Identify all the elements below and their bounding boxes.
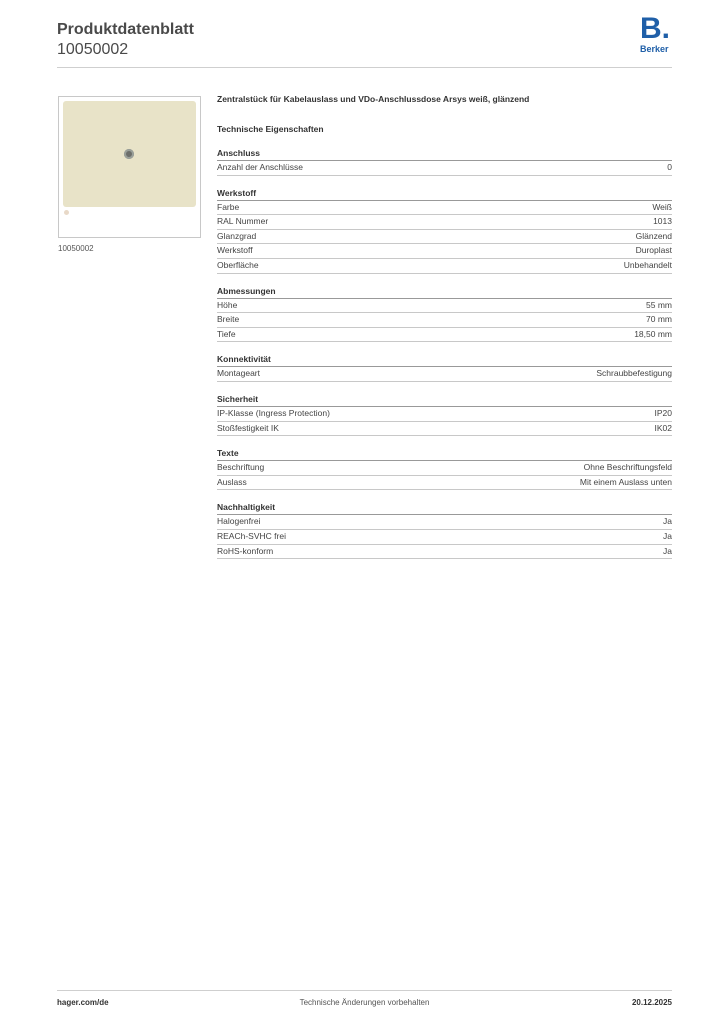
spec-group: [217, 147, 672, 176]
footer-divider: [57, 990, 672, 991]
spec-row: [217, 201, 672, 216]
cover-plate: [63, 101, 196, 207]
spec-value: Glänzend: [635, 230, 672, 241]
spec-row: [217, 367, 672, 382]
spec-group-title: Sicherheit: [217, 393, 672, 407]
spec-group: [217, 353, 672, 382]
spec-group-title: Abmessungen: [217, 285, 672, 299]
footer-disclaimer: Technische Änderungen vorbehalten: [299, 998, 430, 1007]
spec-row: [217, 259, 672, 274]
spec-row: [217, 230, 672, 245]
spec-value: 55 mm: [646, 299, 672, 310]
spec-group: [217, 285, 672, 343]
document-number: 10050002: [57, 41, 129, 58]
footer-date: 20.12.2025: [631, 998, 672, 1007]
spec-label: REACh-SVHC frei: [217, 530, 286, 541]
spec-row: [217, 515, 672, 530]
image-caption: 10050002: [58, 244, 94, 253]
spec-row: [217, 461, 672, 476]
logo-text: Berker: [640, 44, 669, 54]
spec-label: Stoßfestigkeit IK: [217, 422, 279, 433]
spec-value: Mit einem Auslass unten: [579, 476, 672, 487]
spec-row: [217, 215, 672, 230]
spec-label: Oberfläche: [217, 259, 259, 270]
spec-value: Schraubbefestigung: [596, 368, 672, 379]
spec-row: [217, 545, 672, 560]
spec-label: Werkstoff: [217, 245, 253, 256]
footer-website[interactable]: hager.com/de: [57, 998, 109, 1007]
spec-groups: [217, 147, 672, 559]
spec-value: Ja: [663, 530, 672, 541]
spec-label: Tiefe: [217, 328, 236, 339]
spec-label: RoHS-konform: [217, 545, 274, 556]
spec-value: Weiß: [652, 201, 672, 212]
spec-group: [217, 393, 672, 436]
spec-row: [217, 422, 672, 437]
page-footer: [57, 998, 672, 1010]
spec-row: [217, 161, 672, 176]
spec-label: Montageart: [217, 368, 260, 379]
spec-group: [217, 187, 672, 274]
spec-value: IP20: [654, 407, 672, 418]
spec-value: 18,50 mm: [634, 328, 672, 339]
specifications: [217, 92, 672, 559]
spec-label: Glanzgrad: [217, 230, 257, 241]
spec-group: [217, 447, 672, 490]
document-title: Produktdatenblatt: [57, 21, 194, 38]
berker-logo: [640, 12, 674, 56]
spec-value: 70 mm: [646, 314, 672, 325]
spec-label: Farbe: [217, 201, 240, 212]
spec-value: 0: [667, 162, 672, 172]
section-heading: Technische Eigenschaften: [217, 124, 324, 134]
spec-group-title: Nachhaltigkeit: [217, 501, 672, 515]
spec-label: Höhe: [217, 299, 238, 310]
spec-value: Duroplast: [635, 245, 672, 256]
spec-label: Anzahl der Anschlüsse: [217, 162, 303, 172]
logo-letter: B.: [640, 12, 670, 45]
spec-label: Halogenfrei: [217, 516, 261, 527]
spec-value: Ja: [663, 545, 672, 556]
spec-row: [217, 299, 672, 314]
spec-label: Breite: [217, 314, 240, 325]
spec-row: [217, 476, 672, 491]
spec-value: 1013: [653, 216, 672, 227]
spec-group-title: Konnektivität: [217, 353, 672, 367]
spec-group-title: Anschluss: [217, 147, 672, 161]
spec-value: IK02: [654, 422, 672, 433]
spec-group-title: Texte: [217, 447, 672, 461]
spec-value: Unbehandelt: [623, 259, 672, 270]
spec-label: RAL Nummer: [217, 216, 269, 227]
spec-row: [217, 244, 672, 259]
spec-group: [217, 501, 672, 559]
spec-row: [217, 313, 672, 328]
cable-outlet-hole: [124, 149, 134, 159]
spec-label: Auslass: [217, 476, 247, 487]
spec-row: [217, 530, 672, 545]
product-image: [58, 96, 201, 238]
color-swatch-dot: [64, 210, 69, 215]
spec-label: Beschriftung: [217, 462, 265, 473]
product-name: Zentralstück für Kabelauslass und VDo-Anschlussdose Arsys weiß, glänzend: [217, 94, 530, 104]
spec-row: [217, 328, 672, 343]
spec-row: [217, 407, 672, 422]
spec-value: Ohne Beschriftungsfeld: [583, 462, 672, 473]
spec-label: IP-Klasse (Ingress Protection): [217, 407, 330, 418]
header-divider: [57, 67, 672, 68]
page-header: [57, 20, 194, 60]
spec-group-title: Werkstoff: [217, 187, 672, 201]
spec-value: Ja: [663, 516, 672, 527]
